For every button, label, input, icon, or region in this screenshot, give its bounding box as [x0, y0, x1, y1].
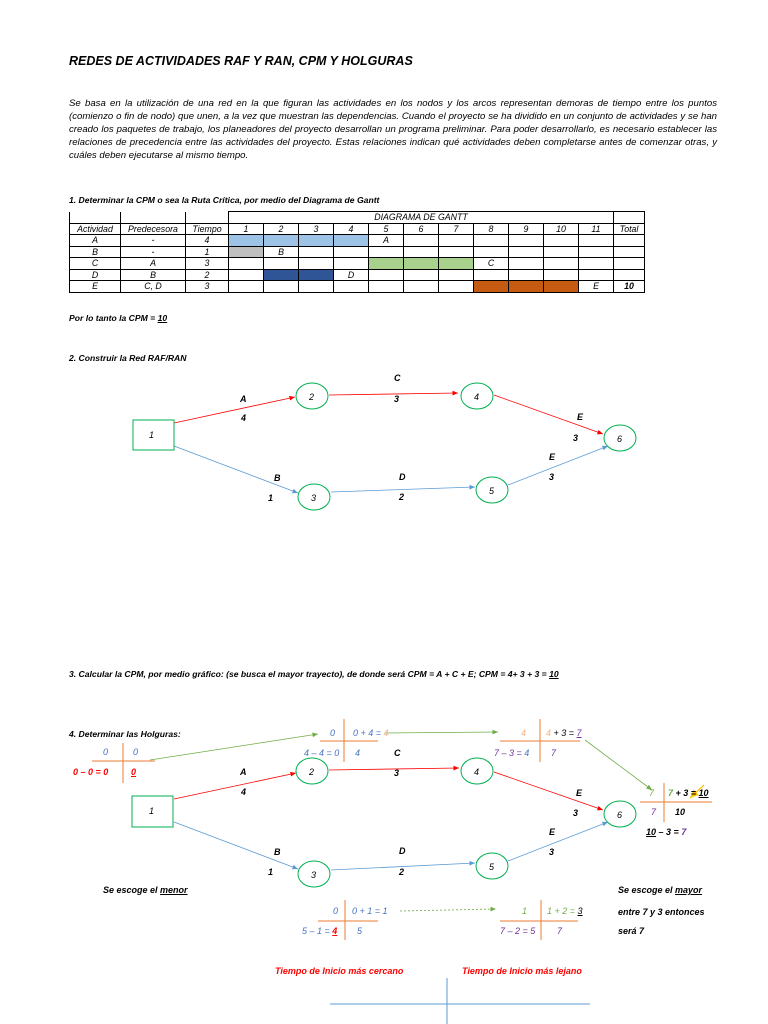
page-title: REDES DE ACTIVIDADES RAF Y RAN, CPM Y HOLGURAS [69, 54, 413, 68]
gantt-period-header: 6 [404, 223, 439, 235]
legend-left: Tiempo de Inicio más cercano [275, 966, 404, 976]
arc-e-duration: 3 [549, 472, 555, 482]
n6-top-left: 7 [649, 788, 655, 798]
node-6-label: 6 [617, 434, 623, 444]
n4-top-right-c: 7 [576, 728, 582, 738]
mayor-word: mayor [675, 885, 703, 895]
arc2-e-critical-duration: 3 [573, 808, 579, 818]
n1-bottom-left: 0 – 0 = 0 [73, 767, 109, 777]
node2-3-label: 3 [311, 870, 317, 880]
n4-bottom-right: 7 [551, 748, 557, 758]
node-4-label: 4 [474, 392, 480, 402]
arc-b-duration: 1 [268, 493, 274, 503]
section-4-heading: 4. Determinar las Holguras: [69, 729, 181, 739]
gantt-header-actividad: Actividad [70, 223, 121, 235]
gantt-period-header: 5 [369, 223, 404, 235]
gantt-period-cell: E [579, 281, 614, 293]
arc-e-critical [494, 395, 603, 434]
n2-bottom-left: 4 – 4 = 0 [304, 748, 340, 758]
intro-paragraph: Se basa en la utilización de una red en la que figuran las actividades en los nodos y los arcos representan demoras de tiempo entre los puntos (comienzo o fin de nodo) que unen, a la vez que muestran las dependencias. Cuando el proyecto se ha dividido en un conjunto de actividades y se han creado los paquetes de trabajo, los planeadores del proyecto desarrollan un programa preliminar. Para poder desarrollarlo, es necesario establecer las relaciones de precedencia entre las actividades del proyecto. Estas relaciones indican qué actividades deben completarse antes de comenzar otras, y cuáles deben ejecutarse al mismo tiempo. [69, 98, 717, 161]
n5-top-right-b: 3 [577, 906, 583, 916]
arc2-e-critical [494, 772, 603, 810]
n3-bottom-left-b: 4 [332, 926, 338, 936]
arc2-d-label: D [399, 846, 406, 856]
arc-b-label: B [274, 473, 281, 483]
gantt-period-header: 2 [264, 223, 299, 235]
gantt-period-header: 9 [509, 223, 544, 235]
node2-6-label: 6 [617, 810, 623, 820]
gantt-caption: DIAGRAMA DE GANTT [229, 212, 614, 224]
flow-arrow-1-2 [150, 734, 318, 760]
gantt-period-header: 11 [579, 223, 614, 235]
gantt-period-header: 4 [334, 223, 369, 235]
n6-eq-c: 7 [681, 827, 687, 837]
arc-b [174, 446, 298, 493]
menor-caption [103, 885, 188, 895]
n3-top-left: 0 [333, 906, 339, 916]
gantt-period-header: 1 [229, 223, 264, 235]
n5-top-right [547, 906, 583, 916]
n6-bottom-right: 10 [675, 807, 686, 817]
node-3-label: 3 [311, 493, 317, 503]
n4-top-right-a: 4 [546, 728, 552, 738]
mayor-line-3: será 7 [618, 926, 645, 936]
menor-prefix: Se escoge el [103, 885, 161, 895]
arc-e-label: E [549, 452, 556, 462]
arc2-e-label: E [549, 827, 556, 837]
n6-eq-b: – 3 = [656, 827, 682, 837]
arc-a [174, 397, 295, 423]
n1-bottom-right: 0 [131, 767, 137, 777]
gantt-cell-pred: B [121, 269, 186, 281]
n6-bottom-left: 7 [651, 807, 657, 817]
arc2-e-critical-label: E [576, 788, 583, 798]
n6-top-right-a: 7 [668, 788, 674, 798]
gantt-header-tiempo: Tiempo [186, 223, 229, 235]
n3-bottom-left-a: 5 – 1 = [302, 926, 333, 936]
cpm-result-label: Por lo tanto la CPM = [69, 313, 158, 323]
gantt-cell-time: 2 [186, 269, 229, 281]
gantt-cell-pred: A [121, 258, 186, 270]
gantt-cell-pred: C, D [121, 281, 186, 293]
mayor-prefix: Se escoge el [618, 885, 676, 895]
network-1 [133, 373, 636, 510]
n4-top-left: 4 [521, 728, 527, 738]
node2-2-label: 2 [309, 767, 315, 777]
arc-e-critical-duration: 3 [573, 433, 579, 443]
gantt-period-cell: A [369, 235, 404, 247]
section-3-value: 10 [549, 669, 559, 679]
gantt-period-header: 10 [544, 223, 579, 235]
arc2-c-duration: 3 [394, 768, 400, 778]
gantt-header-total: Total [614, 223, 645, 235]
arc2-b-duration: 1 [268, 867, 274, 877]
menor-word: menor [160, 885, 188, 895]
gantt-period-cell: B [264, 246, 299, 258]
n5-top-left: 1 [522, 906, 528, 916]
gantt-cell-pred: - [121, 235, 186, 247]
arc-d-label: D [399, 472, 406, 482]
node2-4-label: 4 [474, 767, 480, 777]
arc2-d-duration: 2 [399, 867, 405, 877]
node2-5-label: 5 [489, 862, 495, 872]
n2-top-right-expr: 0 + 4 = [353, 728, 384, 738]
n6-top-right-b: + 3 = [673, 788, 699, 798]
n5-bottom-right: 7 [557, 926, 563, 936]
gantt-cell-pred: - [121, 246, 186, 258]
n4-bottom-left [494, 748, 529, 758]
n2-bottom-right: 4 [355, 748, 361, 758]
arc-e-critical-label: E [577, 412, 584, 422]
gantt-cell-time: 4 [186, 235, 229, 247]
section-3-text: 3. Calcular la CPM, por medio gráfico: (se busca el mayor trayecto), de donde será CPM = A + C + E; CPM = 4+ 3 + 3 = [69, 669, 550, 679]
node-2-label: 2 [309, 392, 315, 402]
flow-arrow-2-4 [385, 732, 498, 733]
mayor-caption [618, 885, 702, 895]
arc2-b [174, 822, 298, 869]
n4-top-right [546, 728, 582, 738]
n2-top-right [353, 728, 389, 738]
cpm-result-value: 10 [157, 313, 168, 323]
arc2-c-label: C [394, 748, 401, 758]
gantt-cell-time: 3 [186, 281, 229, 293]
arc2-b-label: B [274, 847, 281, 857]
arc-c-duration: 3 [394, 394, 400, 404]
arc2-e-duration: 3 [549, 847, 555, 857]
n6-equation [646, 827, 686, 837]
legend-right: Tiempo de Inicio más lejano [462, 966, 582, 976]
n3-bottom-right: 5 [357, 926, 363, 936]
mayor-line-2: entre 7 y 3 entonces [618, 907, 705, 917]
n4-top-right-b: + 3 = [551, 728, 577, 738]
gantt-cell-act: B [70, 246, 121, 258]
arc-d-duration: 2 [399, 492, 405, 502]
n2-top-left: 0 [330, 728, 336, 738]
n4-bottom-left-a: 7 – 3 = [494, 748, 525, 758]
gantt-cell-act: D [70, 269, 121, 281]
gantt-cell-act: E [70, 281, 121, 293]
arc2-a-label: A [240, 767, 247, 777]
gantt-cell-act: C [70, 258, 121, 270]
node-5-label: 5 [489, 486, 495, 496]
n3-bottom-left [302, 926, 337, 936]
n3-top-right: 0 + 1 = 1 [352, 906, 388, 916]
arc2-e [508, 822, 608, 861]
gantt-cell-act: A [70, 235, 121, 247]
arc-e [508, 446, 608, 485]
n4-bottom-left-b: 4 [524, 748, 530, 758]
gantt-period-header: 7 [439, 223, 474, 235]
n5-bottom-left: 7 – 2 = 5 [500, 926, 536, 936]
section-2-heading: 2. Construir la Red RAF/RAN [69, 353, 187, 363]
n6-top-right [668, 788, 709, 798]
arc-a-duration: 4 [241, 413, 247, 423]
arc-a-label: A [240, 394, 247, 404]
gantt-period-cell: C [474, 258, 509, 270]
n6-eq-a: 10 [646, 827, 657, 837]
n1-top-left: 0 [103, 747, 109, 757]
n2-top-right-result: 4 [383, 728, 389, 738]
flow-arrow-3-5 [400, 909, 496, 911]
network-2 [92, 719, 712, 1024]
gantt-cell-total: 10 [614, 281, 645, 293]
gantt-period-cell: D [334, 269, 369, 281]
node-1-label: 1 [149, 430, 155, 440]
gantt-period-header: 3 [299, 223, 334, 235]
gantt-cell-time: 1 [186, 246, 229, 258]
n5-top-right-a: 1 + 2 = [547, 906, 578, 916]
section-1-heading: 1. Determinar la CPM o sea la Ruta Crítica, por medio del Diagrama de Gantt [69, 195, 380, 205]
arc2-a-duration: 4 [241, 787, 247, 797]
n1-top-right: 0 [133, 747, 139, 757]
gantt-cell-time: 3 [186, 258, 229, 270]
node2-1-label: 1 [149, 806, 155, 816]
gantt-header-predecesora: Predecesora [121, 223, 186, 235]
n6-top-right-c: 10 [698, 788, 709, 798]
gantt-period-header: 8 [474, 223, 509, 235]
flow-arrow-4-6 [585, 740, 652, 790]
arc2-a [174, 773, 296, 799]
arc-c-label: C [394, 373, 401, 383]
